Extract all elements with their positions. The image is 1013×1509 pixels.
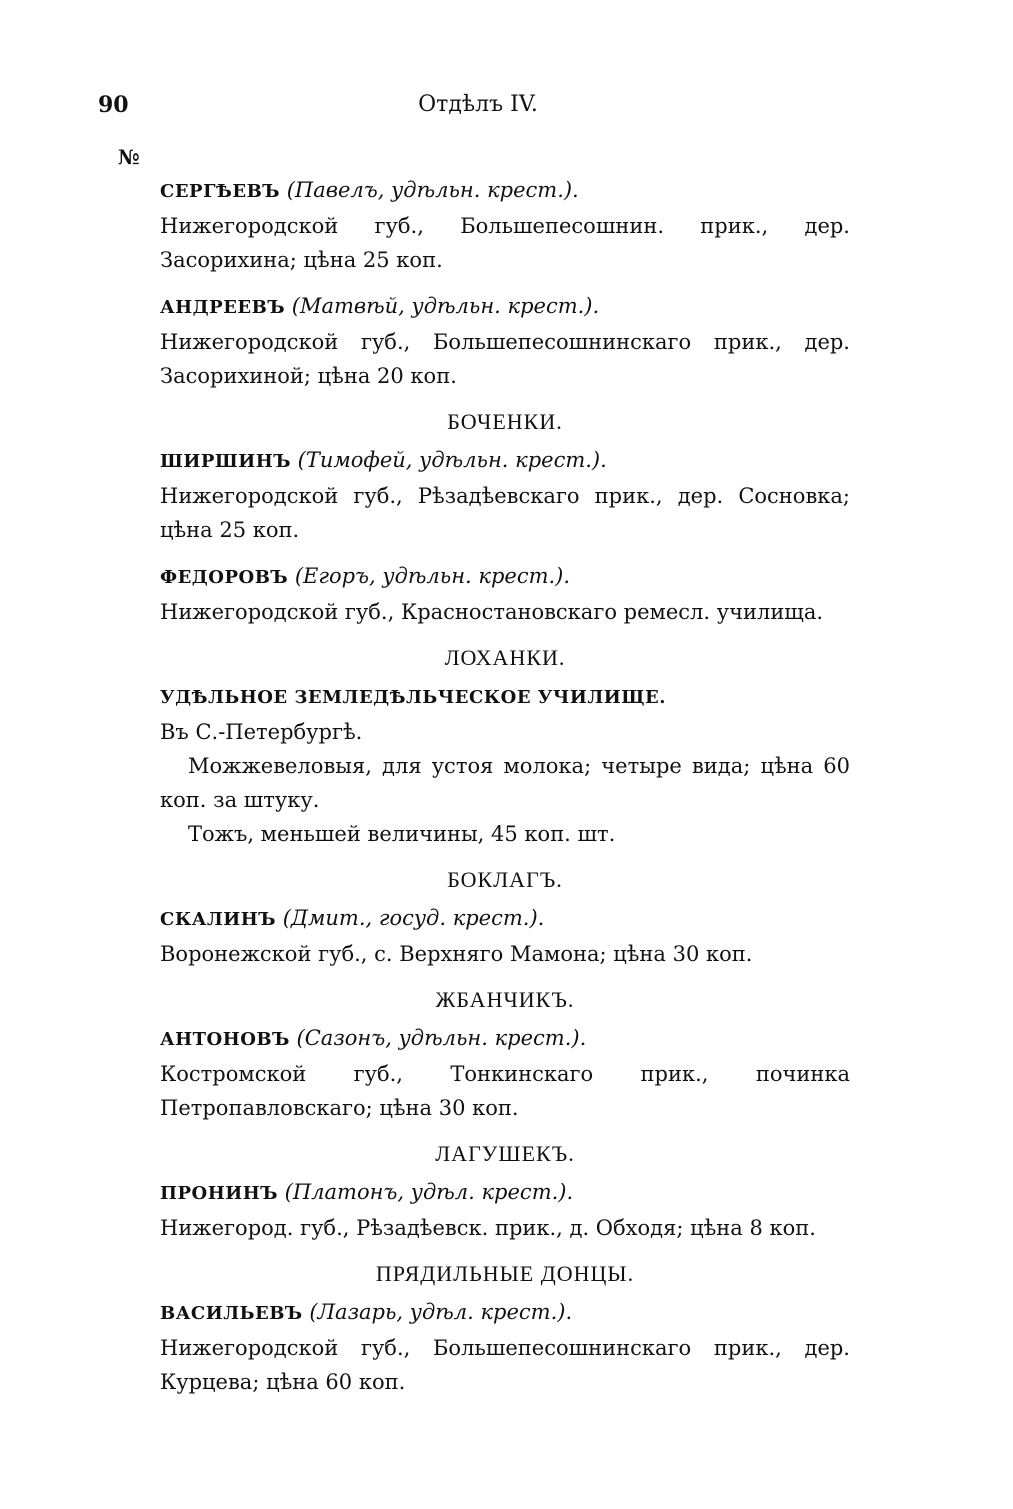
exhibitor-name: ПРОНИНЪ <box>160 1183 278 1204</box>
entry-head <box>160 173 850 209</box>
entry-body: Въ С.-Петербургѣ. <box>160 720 363 744</box>
entry-pronin <box>160 1175 850 1245</box>
page-content <box>160 173 850 1411</box>
exhibitor-name: АНТОНОВЪ <box>160 1029 290 1050</box>
exhibitor-name: УДѢЛЬНОЕ ЗЕМЛЕДѢЛЬЧЕСКОЕ УЧИЛИЩЕ. <box>160 687 667 708</box>
entry-body: Нижегородской губ., Большепесошнинскаго прик., дер. Засорихиной; цѣна 20 коп. <box>160 330 850 388</box>
entry-body: Нижегородской губ., Рѣзадѣевскаго прик., дер. Сосновка; цѣна 25 коп. <box>160 484 850 542</box>
entry-head <box>160 289 850 325</box>
entry-andreev <box>160 289 850 393</box>
entry-body: Нижегород. губ., Рѣзадѣевск. прик., д. Обходя; цѣна 8 коп. <box>160 1216 816 1240</box>
page-number: 90 <box>98 92 129 118</box>
exhibitor-description: (Дмит., госуд. крест.). <box>282 906 545 930</box>
section-title-zhbanchik: ЖБАНЧИКЪ. <box>435 987 575 1012</box>
entry-body: Костромской губ., Тонкинскаго прик., починка Петропавловскаго; цѣна 30 коп. <box>160 1062 850 1120</box>
exhibitor-name: ФЕДОРОВЪ <box>160 567 289 588</box>
entry-shirshin <box>160 443 850 547</box>
entry-head <box>160 1175 850 1211</box>
exhibitor-description: (Матвѣй, удѣльн. крест.). <box>291 294 600 318</box>
exhibitor-description: (Сазонъ, удѣльн. крест.). <box>296 1026 587 1050</box>
entry-body: Нижегородской губ., Красностановскаго ремесл. училища. <box>160 600 824 624</box>
exhibitor-description: (Егоръ, удѣльн. крест.). <box>294 564 571 588</box>
exhibitor-description: (Тимофей, удѣльн. крест.). <box>297 448 607 472</box>
section-title-boklag: БОКЛАГЪ. <box>447 867 563 892</box>
entry-body: Нижегородской губ., Большепесошнинскаго прик., дер. Курцева; цѣна 60 коп. <box>160 1336 850 1394</box>
entry-head <box>160 1021 850 1057</box>
exhibitor-name: ШИРШИНЪ <box>160 451 291 472</box>
page-header <box>98 92 858 122</box>
exhibitor-name: АНДРЕЕВЪ <box>160 297 286 318</box>
entry-item: Тожъ, меньшей величины, 45 коп. шт. <box>188 822 616 846</box>
exhibitor-name: СЕРГѢЕВЪ <box>160 181 281 202</box>
entry-sergeev <box>160 173 850 277</box>
entry-body: Воронежской губ., с. Верхняго Мамона; цѣна 30 коп. <box>160 942 753 966</box>
entry-item: Можжевеловыя, для устоя молока; четыре вида; цѣна 60 коп. за штуку. <box>160 754 850 812</box>
entry-vasiliev <box>160 1295 850 1399</box>
entry-head <box>160 443 850 479</box>
section-title-pryadilnye-dontsy: ПРЯДИЛЬНЫЕ ДОНЦЫ. <box>375 1261 635 1286</box>
exhibitor-description: (Павелъ, удѣльн. крест.). <box>286 178 579 202</box>
section-title-lagushek: ЛАГУШЕКЪ. <box>435 1141 575 1166</box>
entry-skalin <box>160 901 850 971</box>
section-title-lokhanki: ЛОХАНКИ. <box>444 645 566 670</box>
running-head: Отдѣлъ IV. <box>418 92 538 117</box>
entry-fedorov <box>160 559 850 629</box>
entry-udelnoe-uchilishche <box>160 679 850 851</box>
entry-head <box>160 679 850 715</box>
section-title-bochenki: БОЧЕНКИ. <box>447 409 563 434</box>
entry-head <box>160 901 850 937</box>
exhibitor-name: СКАЛИНЪ <box>160 909 277 930</box>
exhibitor-name: ВАСИЛЬЕВЪ <box>160 1303 303 1324</box>
exhibitor-description: (Лазарь, удѣл. крест.). <box>309 1300 573 1324</box>
number-sign: № <box>118 145 140 169</box>
exhibitor-description: (Платонъ, удѣл. крест.). <box>284 1180 574 1204</box>
entry-head <box>160 559 850 595</box>
entry-body: Нижегородской губ., Большепесошнин. прик., дер. Засорихина; цѣна 25 коп. <box>160 214 850 272</box>
entry-antonov <box>160 1021 850 1125</box>
entry-head <box>160 1295 850 1331</box>
